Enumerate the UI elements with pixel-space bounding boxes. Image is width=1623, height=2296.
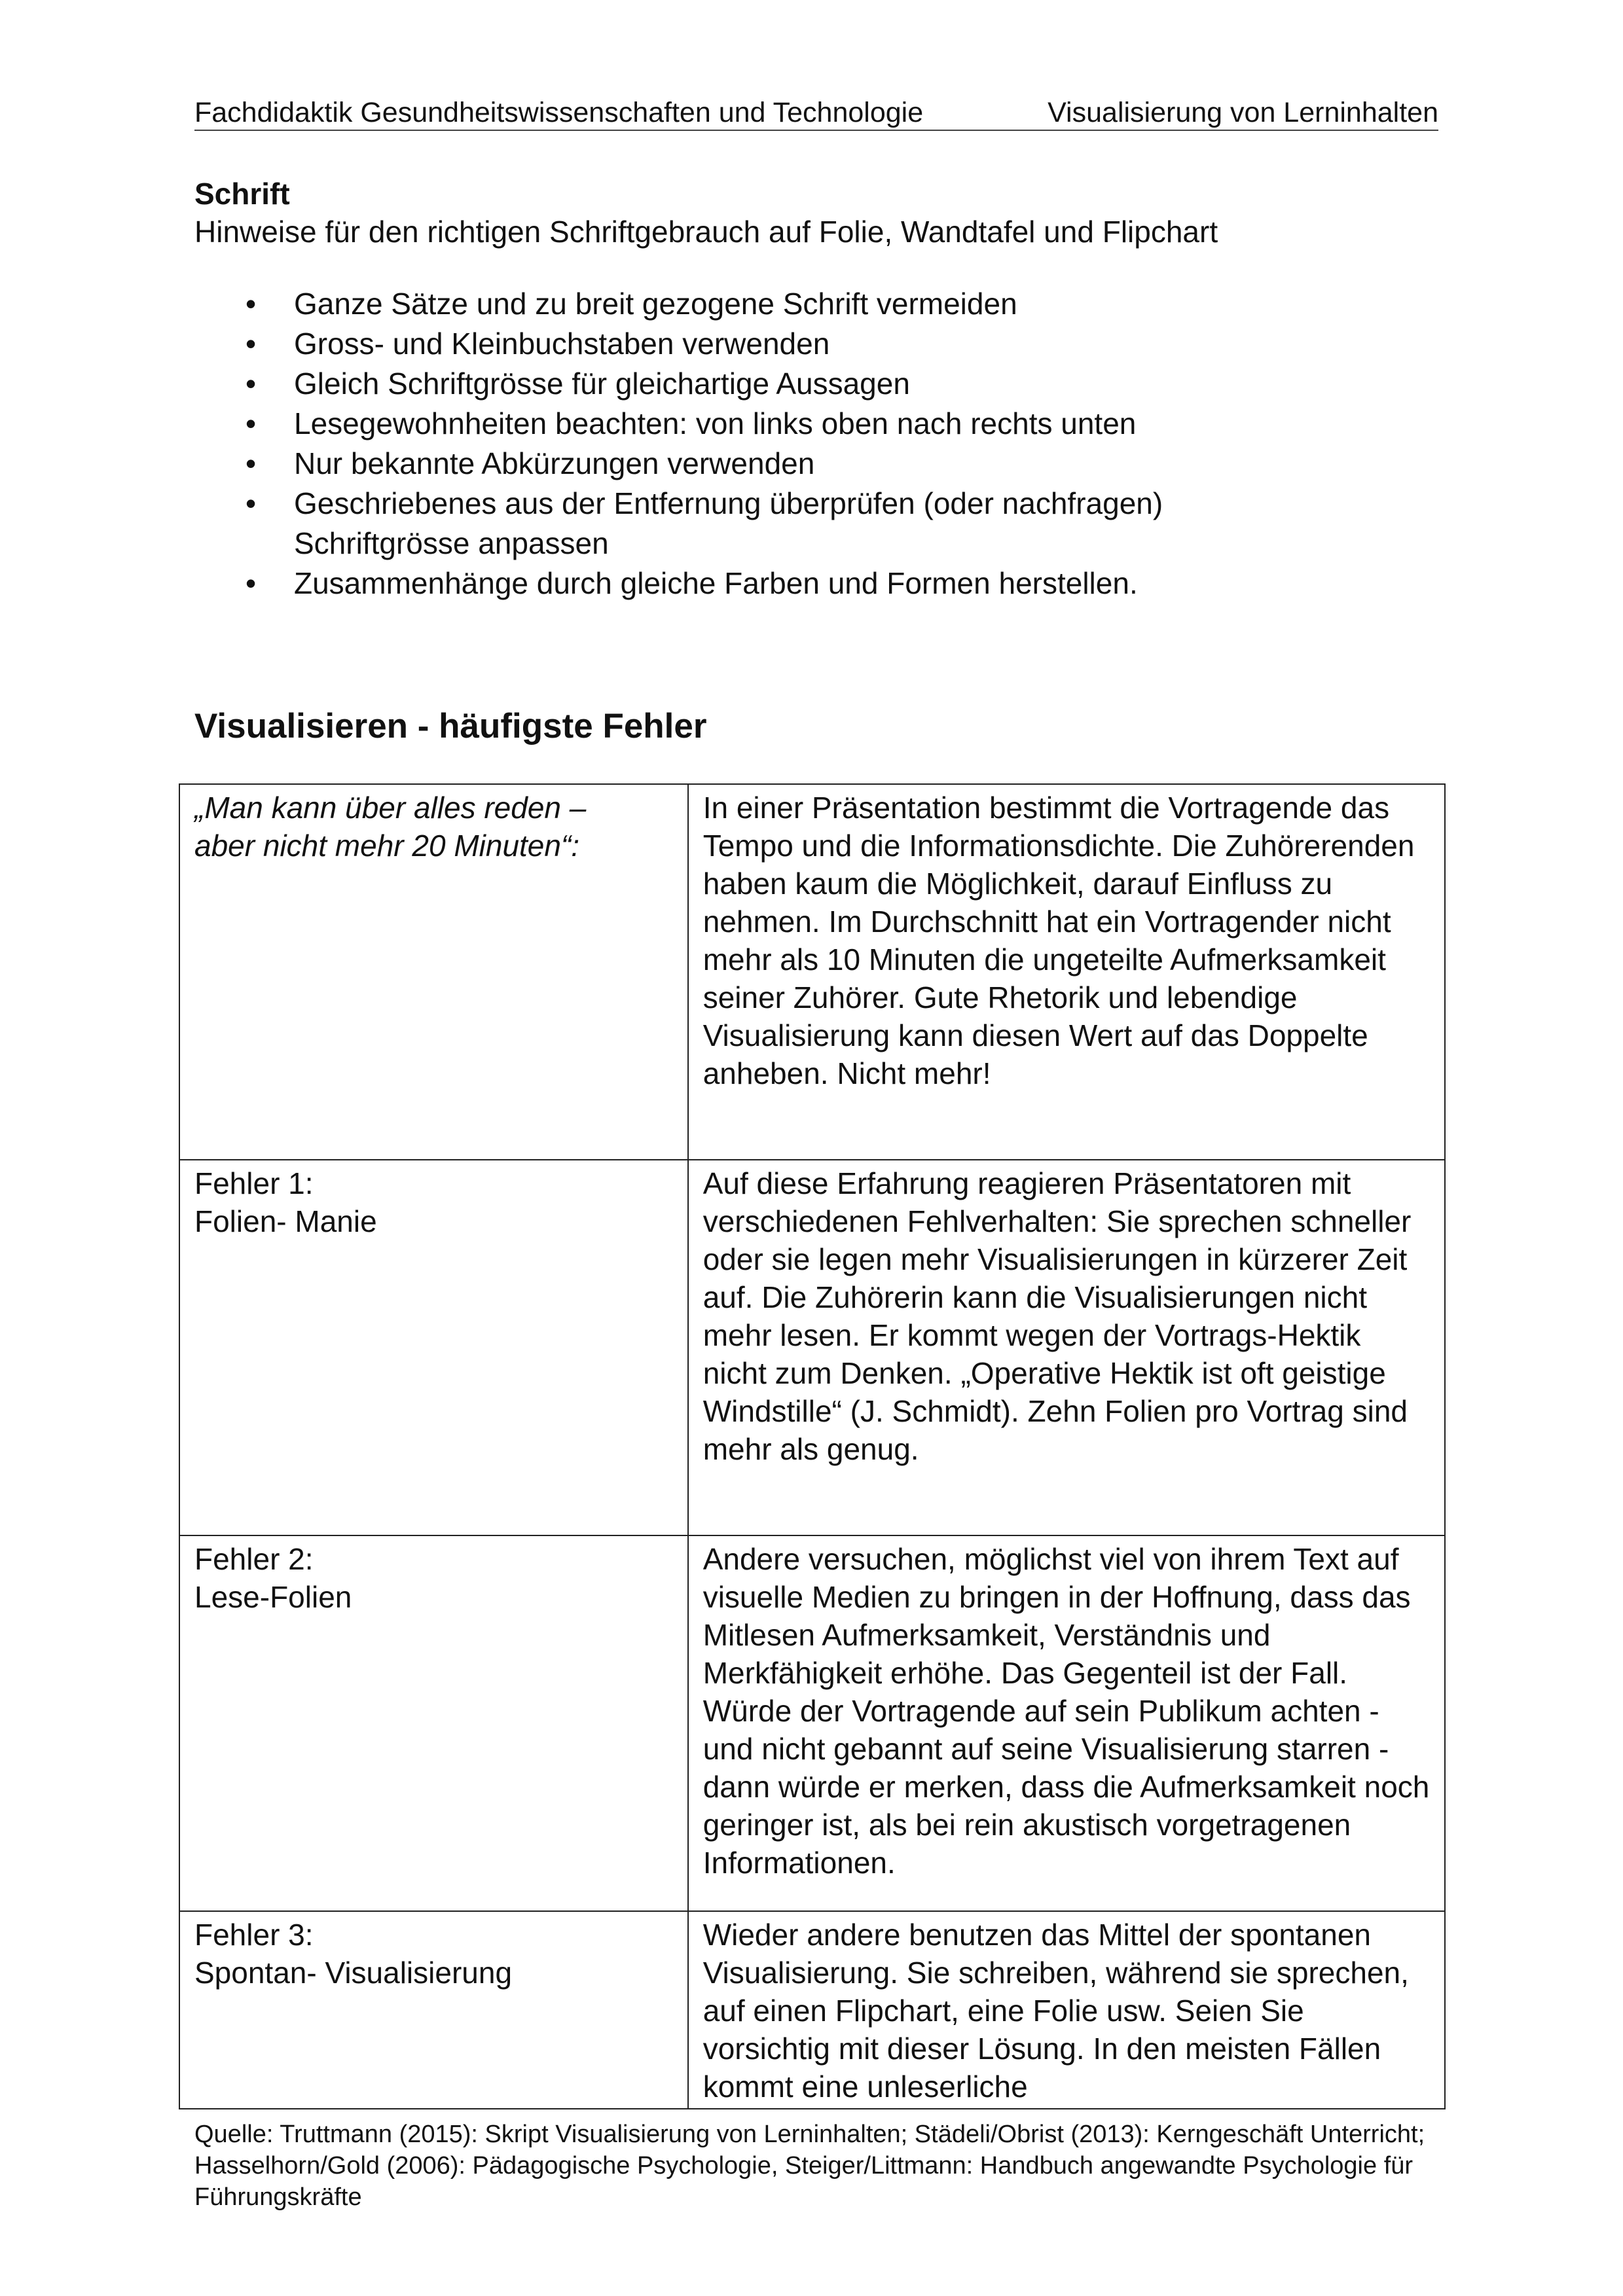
fehler-name: Spontan- Visualisierung — [194, 1956, 513, 1990]
quote-line: „Man kann über alles reden – — [194, 791, 587, 825]
fehler-label-cell — [179, 1535, 688, 1911]
bullet-text: Ganze Sätze und zu breit gezogene Schrift vermeiden — [294, 287, 1017, 321]
list-item — [194, 284, 1163, 324]
fehler-name: Folien- Manie — [194, 1204, 377, 1238]
list-item — [194, 484, 1163, 564]
bullet-text: Gleich Schriftgrösse für gleichartige Aussagen — [294, 367, 910, 401]
schrift-subtitle: Hinweise für den richtigen Schriftgebrauch auf Folie, Wandtafel und Flipchart — [194, 215, 1218, 249]
header-topic-title: Visualisierung von Lerninhalten — [1048, 97, 1438, 128]
bullet-icon: • — [246, 486, 257, 520]
fehler-label-cell — [179, 1911, 688, 2109]
schrift-heading: Schrift — [194, 177, 290, 211]
header-course-title: Fachdidaktik Gesundheitswissenschaften und Technologie — [194, 97, 924, 128]
list-item — [194, 364, 1163, 404]
bullet-icon: • — [246, 287, 257, 321]
fehler-description-cell: Andere versuchen, möglichst viel von ihrem Text auf visuelle Medien zu bringen in der Hoffnung, dass das Mitlesen Aufmerksamkeit, Verständnis und Merkfähigkeit erhöhe. Das Gegenteil ist der Fall. Würde der Vortragende auf sein Publikum achten - und nicht gebannt auf seine Visualisierung starren - dann würde er merken, dass die Aufmerksamkeit noch geringer ist, als bei rein akustisch vorgetragenen Informationen. — [688, 1535, 1445, 1911]
fehler-description-cell: Wieder andere benutzen das Mittel der spontanen Visualisierung. Sie schreiben, während sie sprechen, auf einen Flipchart, eine Folie usw. Seien Sie vorsichtig mit dieser Lösung. In den meisten Fällen kommt eine unleserliche — [688, 1911, 1445, 2109]
bullet-continuation-text: Schriftgrösse anpassen — [294, 526, 609, 560]
fehler-table — [179, 783, 1446, 2109]
list-item — [194, 444, 1163, 484]
bullet-text: Zusammenhänge durch gleiche Farben und Formen herstellen. — [294, 566, 1138, 600]
fehler-number: Fehler 2: — [194, 1542, 314, 1576]
page-header — [194, 96, 1438, 131]
fehler-label-cell — [179, 1160, 688, 1535]
bullet-icon: • — [246, 327, 257, 361]
bullet-text: Geschriebenes aus der Entfernung überprüfen (oder nachfragen) — [294, 486, 1163, 520]
bullet-text: Gross- und Kleinbuchstaben verwenden — [294, 327, 830, 361]
bullet-text: Lesegewohnheiten beachten: von links oben nach rechts unten — [294, 406, 1137, 440]
fehler-description-cell: In einer Präsentation bestimmt die Vortragende das Tempo und die Informationsdichte. Die Zuhörerenden haben kaum die Möglichkeit, darauf Einfluss zu nehmen. Im Durchschnitt hat ein Vortragender nicht mehr als 10 Minuten die ungeteilte Aufmerksamkeit seiner Zuhörer. Gute Rhetorik und lebendige Visualisierung kann diesen Wert auf das Doppelte anheben. Nicht mehr! — [688, 784, 1445, 1160]
bullet-icon: • — [246, 446, 257, 480]
fehler-description-cell: Auf diese Erfahrung reagieren Präsentatoren mit verschiedenen Fehlverhalten: Sie sprechen schneller oder sie legen mehr Visualisierungen in kürzerer Zeit auf. Die Zuhörerin kann die Visualisierungen nicht mehr lesen. Er kommt wegen der Vortrags-Hektik nicht zum Denken. „Operative Hektik ist oft geistige Windstille“ (J. Schmidt). Zehn Folien pro Vortrag sind mehr als genug. — [688, 1160, 1445, 1535]
schrift-bullet-list — [194, 284, 1163, 603]
quote-line: aber nicht mehr 20 Minuten“: — [194, 829, 580, 863]
fehler-heading: Visualisieren - häufigste Fehler — [194, 707, 707, 745]
list-item — [194, 324, 1163, 364]
list-item — [194, 404, 1163, 444]
table-row — [179, 1911, 1445, 2109]
source-footnote: Quelle: Truttmann (2015): Skript Visualisierung von Lerninhalten; Städeli/Obrist (2013): Kerngeschäft Unterricht; Hasselhorn/Gold (2006): Pädagogische Psychologie, Steiger/Littmann: Handbuch angewandte Psychologie für Führungskräfte — [194, 2121, 1425, 2211]
fehler-number: Fehler 1: — [194, 1166, 314, 1200]
fehler-name: Lese-Folien — [194, 1580, 352, 1614]
bullet-icon: • — [246, 406, 257, 440]
table-row — [179, 1535, 1445, 1911]
fehler-number: Fehler 3: — [194, 1918, 314, 1952]
bullet-icon: • — [246, 566, 257, 600]
list-item — [194, 564, 1163, 603]
bullet-icon: • — [246, 367, 257, 401]
table-row — [179, 1160, 1445, 1535]
bullet-text: Nur bekannte Abkürzungen verwenden — [294, 446, 815, 480]
table-row — [179, 784, 1445, 1160]
fehler-label-cell — [179, 784, 688, 1160]
